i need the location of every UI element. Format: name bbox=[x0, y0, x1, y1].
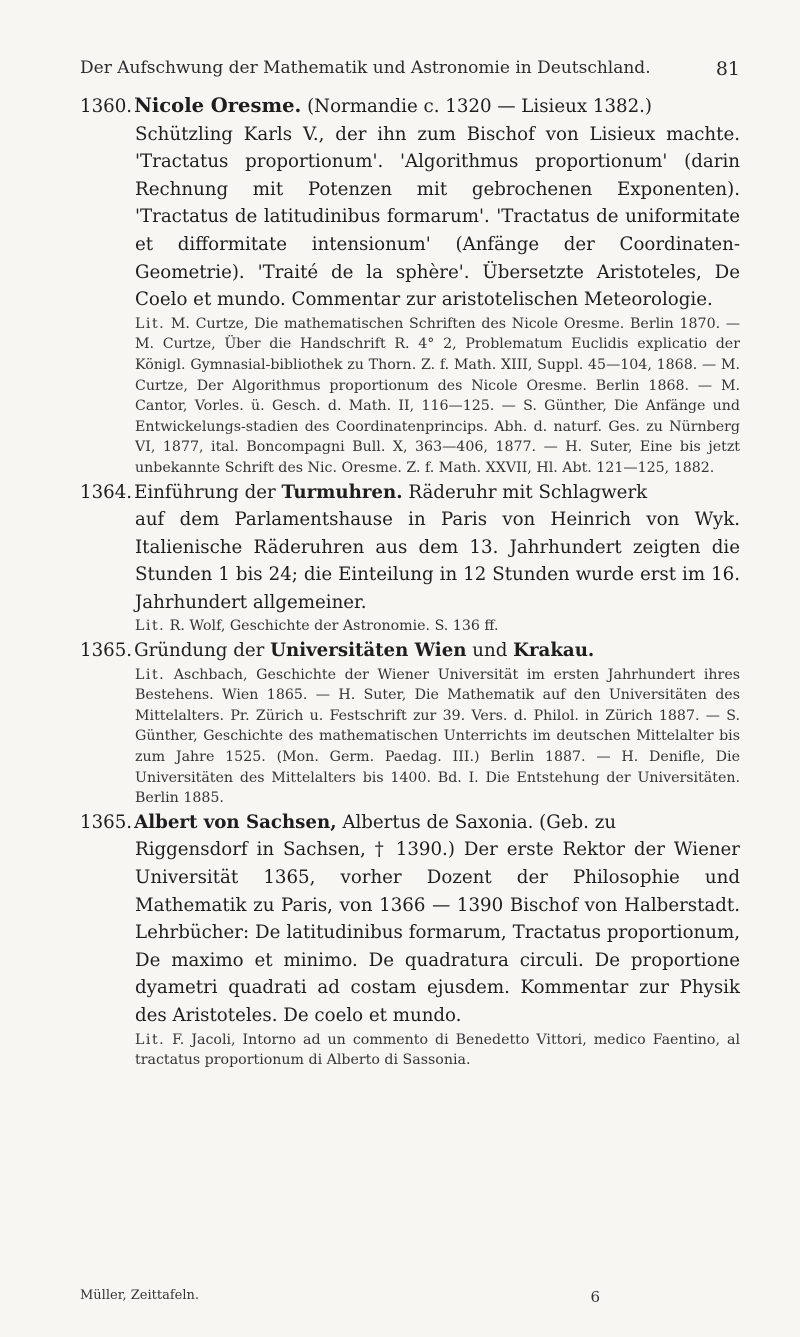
entry-heading bbox=[80, 809, 740, 837]
entries bbox=[80, 92, 740, 1071]
footer-source: Müller, Zeittafeln. bbox=[80, 1288, 199, 1303]
literature bbox=[80, 314, 740, 479]
entry-title-prefix: Gründung der bbox=[134, 640, 271, 662]
entry-title: Albert von Sachsen, bbox=[134, 811, 337, 833]
entry-heading-rest: Albertus de Saxonia. (Geb. zu bbox=[336, 811, 617, 833]
entry-1360 bbox=[80, 92, 740, 479]
literature-label: Lit. bbox=[135, 1031, 166, 1048]
literature-text: F. Jacoli, Intorno ad un commento di Benedetto Vittori, medico Faentino, al tractatus proportionum di Alberto di Sassonia. bbox=[135, 1031, 740, 1069]
entry-title-second: Krakau. bbox=[513, 640, 595, 662]
entry-year: 1365. bbox=[80, 640, 133, 662]
entry-title-prefix: Einführung der bbox=[134, 481, 282, 503]
literature bbox=[80, 665, 740, 809]
signature-mark: 6 bbox=[590, 1288, 600, 1306]
literature-text: R. Wolf, Geschichte der Astronomie. S. 136 ff. bbox=[165, 618, 499, 635]
entry-heading bbox=[80, 479, 740, 507]
entry-heading bbox=[80, 92, 740, 121]
entry-heading-rest: (Normandie c. 1320 — Lisieux 1382.) bbox=[301, 96, 653, 117]
entry-text: Riggensdorf in Sachsen, † 1390.) Der erste Rektor der Wiener Universität 1365, vorher Dozent der Philosophie und Mathematik zu Paris, von 1366 — 1390 Bischof von Halberstadt. Lehrbücher: De latitudinibus formarum, Tractatus proportionum, De maximo et minimo. De quadratura circuli. De proportione dyametri quadrati ad costam ejusdem. Kommentar zur Physik des Aristoteles. De coelo et mundo. bbox=[135, 839, 740, 1026]
entry-title: Nicole Oresme. bbox=[134, 94, 302, 117]
entry-1365-universities bbox=[80, 637, 740, 809]
literature-text: Aschbach, Geschichte der Wiener Universität im ersten Jahrhundert ihres Bestehens. Wien 1865. — H. Suter, Die Mathematik auf den Universitäten des Mittelalters. Pr. Zürich u. Festschrift zur 39. Vers. d. Philol. in Zürich 1887. — S. Günther, Geschichte des mathematischen Unterrichts im deutschen Mittelalter bis zum Jahre 1525. (Mon. Germ. Paedag. III.) Berlin 1887. — H. Denifle, Die Universitäten des Mittelalters bis 1400. Bd. I. Die Entstehung der Universitäten. Berlin 1885. bbox=[135, 666, 740, 807]
entry-1365-albert bbox=[80, 809, 740, 1071]
literature-label: Lit. bbox=[135, 315, 166, 332]
literature bbox=[80, 1030, 740, 1071]
entry-text: Schützling Karls V., der ihn zum Bischof von Lisieux machte. 'Tractatus proportionum'. 'Algorithmus proportionum' (darin Rechnung mit Potenzen mit gebrochenen Exponenten). 'Tractatus de latitudinibus formarum'. 'Tractatus de uniformitate et difformitate intensionum' (Anfänge der Coordinaten-Geometrie). 'Traité de la sphère'. Übersetzte Aristoteles, De Coelo et mundo. Commentar zur aristotelischen Meteorologie. bbox=[135, 123, 740, 311]
literature-label: Lit. bbox=[135, 618, 166, 635]
running-head bbox=[80, 58, 740, 80]
entry-year: 1360. bbox=[80, 96, 133, 117]
entry-title-middle: und bbox=[466, 640, 514, 662]
literature-text: M. Curtze, Die mathematischen Schriften des Nicole Oresme. Berlin 1870. — M. Curtze, Über die Handschrift R. 4° 2, Problematum Euclidis explicatio der Königl. Gymnasial-bibliothek zu Thorn. Z. f. Math. XIII, Suppl. 45—104, 1868. — M. Curtze, Der Algorithmus proportionum des Nicole Oresme. Berlin 1868. — M. Cantor, Vorles. ü. Gesch. d. Math. II, 116—125. — S. Günther, Die Anfänge und Entwickelungs-stadien des Coordinatenprincips. Abh. d. naturf. Ges. zu Nürnberg VI, 1877, ital. Boncompagni Bull. X, 363—406, 1877. — H. Suter, Eine bis jetzt unbekannte Schrift des Nic. Oresme. Z. f. Math. XXVII, Hl. Abt. 121—125, 1882. bbox=[135, 315, 740, 476]
entry-text: auf dem Parlamentshause in Paris von Heinrich von Wyk. Italienische Räderuhren aus dem 13. Jahrhundert zeigten die Stunden 1 bis 24; die Einteilung in 12 Stunden wurde erst im 16. Jahrhundert allgemeiner. bbox=[135, 509, 740, 613]
literature-label: Lit. bbox=[135, 666, 166, 683]
running-head-title: Der Aufschwung der Mathematik und Astronomie in Deutschland. bbox=[80, 58, 651, 78]
entry-heading bbox=[80, 637, 740, 665]
literature bbox=[80, 616, 740, 637]
page-footer bbox=[80, 1288, 740, 1306]
page-number: 81 bbox=[715, 58, 740, 80]
entry-year: 1365. bbox=[80, 811, 133, 833]
entry-title: Turmuhren. bbox=[281, 481, 403, 503]
entry-1364 bbox=[80, 479, 740, 638]
entry-title: Universitäten Wien bbox=[270, 640, 467, 662]
entry-year: 1364. bbox=[80, 481, 133, 503]
entry-heading-rest: Räderuhr mit Schlagwerk bbox=[402, 481, 648, 503]
